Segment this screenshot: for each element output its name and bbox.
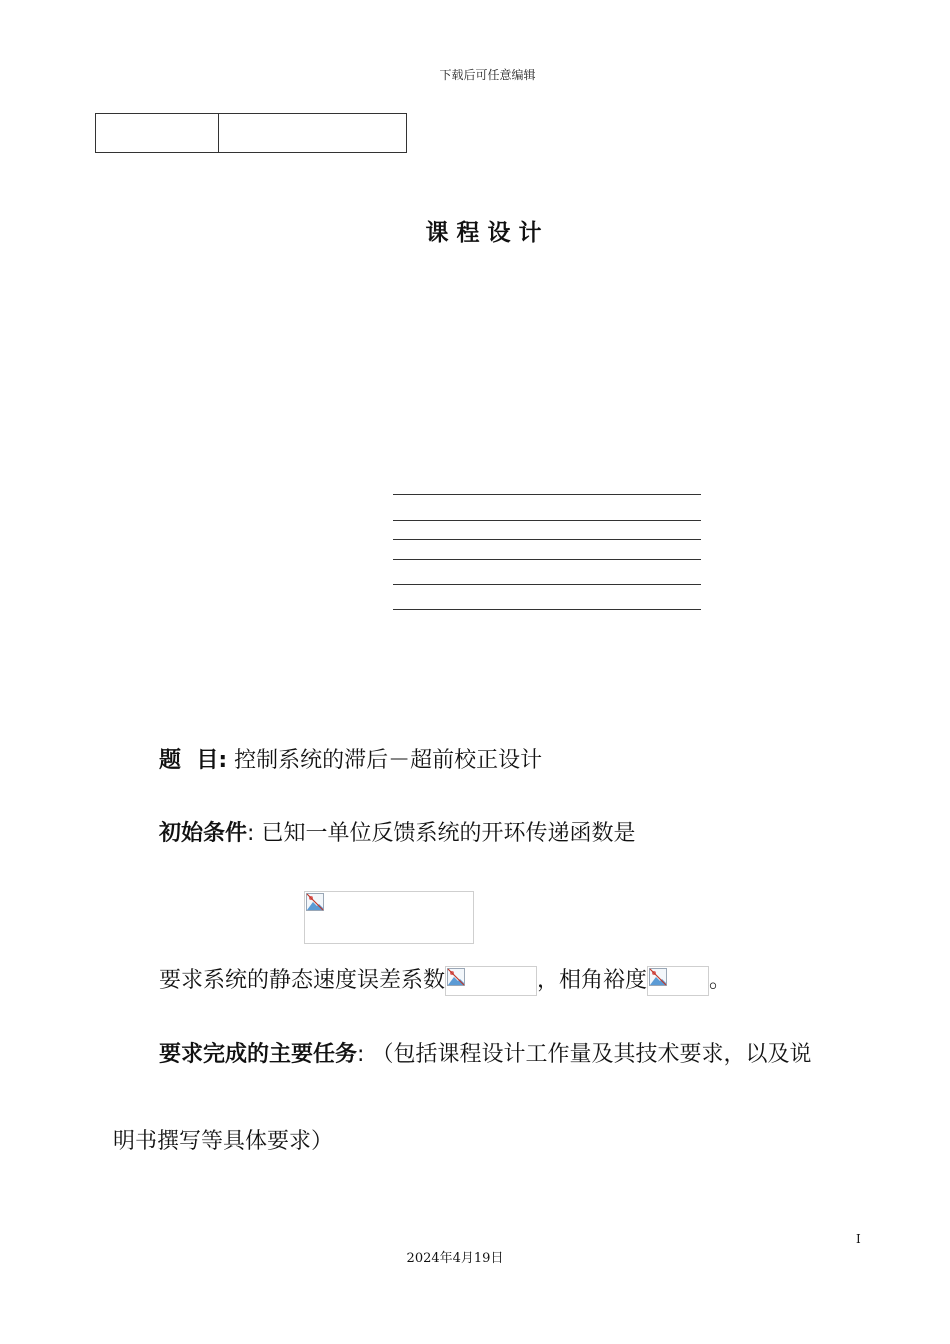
table-cell <box>219 114 406 152</box>
broken-image-icon <box>306 893 324 911</box>
page-number: I <box>856 1232 861 1246</box>
requirement-text-c: 。 <box>709 968 732 993</box>
velocity-error-coefficient-image <box>445 966 537 996</box>
requirement-line <box>159 966 731 996</box>
footer-date: 2024年4月19日 <box>406 1251 504 1266</box>
phase-margin-image <box>647 966 709 996</box>
requirement-text-a: 要求系统的静态速度误差系数 <box>159 968 446 993</box>
tasks-colon: : <box>357 1042 365 1067</box>
header-note: 下载后可任意编辑 <box>439 68 536 82</box>
topic-colon: : <box>218 748 228 773</box>
table-cell <box>96 114 219 152</box>
document-title: 课程设计 <box>425 220 550 246</box>
fill-line <box>393 559 701 560</box>
tasks-text-line2: 明书撰写等具体要求） <box>113 1129 334 1154</box>
initial-conditions-line <box>159 819 635 849</box>
tasks-label: 要求完成的主要任务 <box>159 1042 358 1067</box>
fill-line <box>393 494 701 495</box>
topic-line <box>159 746 542 776</box>
fill-line <box>393 520 701 521</box>
tasks-line <box>159 1040 811 1070</box>
transfer-function-image <box>304 891 474 944</box>
fill-line <box>393 539 701 540</box>
tasks-text-line1: （包括课程设计工作量及其技术要求，以及说 <box>371 1042 812 1067</box>
fill-line <box>393 609 701 610</box>
topic-label: 题 目 <box>159 748 219 773</box>
broken-image-icon <box>447 968 465 986</box>
top-table <box>95 113 407 153</box>
topic-value: 控制系统的滞后－超前校正设计 <box>234 748 543 773</box>
initial-label: 初始条件 <box>159 821 248 846</box>
requirement-text-b: ，相角裕度 <box>537 968 648 993</box>
broken-image-icon <box>649 968 667 986</box>
initial-text: 已知一单位反馈系统的开环传递函数是 <box>261 821 636 846</box>
fill-line <box>393 584 701 585</box>
initial-colon: : <box>247 821 255 846</box>
